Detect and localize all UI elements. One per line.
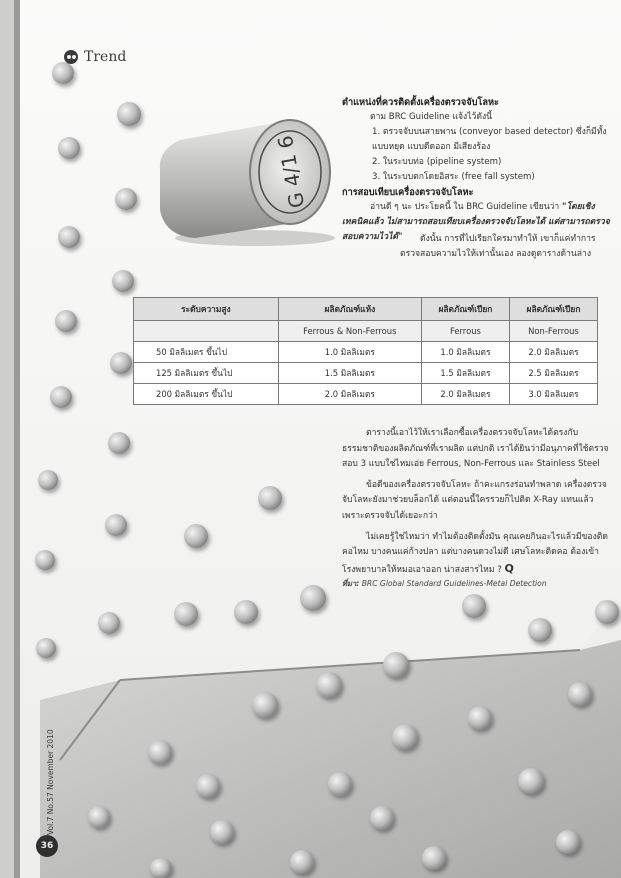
- cork-photo: [150, 110, 350, 250]
- section-label: Trend: [84, 49, 127, 65]
- rivet: [150, 858, 172, 878]
- table-cell: 1.5 มิลลิเมตร: [421, 363, 509, 384]
- source-citation: [342, 578, 547, 590]
- rivet: [595, 600, 619, 624]
- rivet: [422, 846, 446, 870]
- trend-bullet-icon: [64, 50, 78, 64]
- rivet: [148, 740, 172, 764]
- column-header: ระดับความสูง: [134, 298, 279, 321]
- issue-info: Vol.7 No.57 November 2010: [46, 729, 55, 835]
- table-cell: 2.5 มิลลิเมตร: [509, 363, 597, 384]
- table-cell: 50 มิลลิเมตร ขึ้นไป: [134, 342, 279, 363]
- table-row: [134, 342, 598, 363]
- rivet: [105, 514, 127, 536]
- sensitivity-paragraph-wrap: [140, 232, 612, 262]
- rivet: [35, 550, 55, 570]
- body-paragraph: ตารางนี้เอาไว้ให้เราเลือกซื้อเครื่องตรวจจับโลหะได้ตรงกับธรรมชาติของผลิตภัณฑ์ที่เราผลิต แต่ปกติ เราได้ยินว่ามีอนุภาคที่ใช้ตรวจสอบ 3 แบบใช่ไหมเอ่ย Ferrous, Non-Ferrous และ Stainless Steel: [342, 428, 609, 470]
- rivet: [316, 672, 342, 698]
- table-cell: 2.0 มิลลิเมตร: [421, 384, 509, 405]
- heading-installation-positions: ตำแหน่งที่ควรติดตั้งเครื่องตรวจจับโลหะ: [342, 97, 499, 108]
- list-item: 3. ในระบบตกโดยอิสระ (free fall system): [372, 172, 535, 182]
- table-subheader-row: [134, 321, 598, 342]
- heading-calibration: การสอบเทียบเครื่องตรวจจับโลหะ: [342, 187, 474, 198]
- article-column: [342, 95, 612, 245]
- rivet: [112, 270, 134, 292]
- table-row: [134, 363, 598, 384]
- table-cell: 2.0 มิลลิเมตร: [278, 384, 421, 405]
- rivet: [370, 806, 394, 830]
- table-cell: 1.0 มิลลิเมตร: [421, 342, 509, 363]
- calibration-quote: "โดยเชิงเทคนิคแล้ว ไม่สามารถสอบเทียบเครื่องตรวจจับโลหะได้ แต่สามารถตรวจสอบความไวได้": [342, 202, 610, 242]
- rivet: [556, 830, 580, 854]
- list-item: 2. ในระบบท่อ (pipeline system): [372, 157, 502, 167]
- page-number: 36: [36, 835, 58, 857]
- list-item: 1. ตรวจจับบนสายพาน (conveyor based detector) ซึ่งก็มีทั้งแบบหยุด แบบดีดออก มีเสียงร้อง: [372, 127, 607, 152]
- rivet: [290, 850, 314, 874]
- rivet: [115, 188, 137, 210]
- table-cell: Ferrous: [421, 321, 509, 342]
- rivet: [528, 618, 552, 642]
- table-cell: 1.5 มิลลิเมตร: [278, 363, 421, 384]
- table-row: [134, 384, 598, 405]
- body-paragraph: ข้อดีของเครื่องตรวจจับโลหะ ถ้าคะแกรงร่อนทำพลาด เครื่องตรวจจับโลหะยังมาช่วยบล็อกได้ แต่ตอนนี้ใครรวยก็ไปติด X-Ray แทนแล้ว เพราะตรวจจับได้เยอะกว่า: [342, 479, 607, 521]
- body-column: [342, 426, 612, 583]
- section-header: [64, 49, 126, 65]
- rivet: [210, 820, 234, 844]
- body-paragraph-closing: [342, 530, 612, 579]
- column-header: ผลิตภัณฑ์แห้ง: [278, 298, 421, 321]
- rivet: [174, 602, 198, 626]
- rivet: [300, 585, 326, 611]
- rivet: [88, 806, 110, 828]
- rivet: [36, 638, 56, 658]
- rivet: [468, 706, 492, 730]
- rivet: [258, 486, 282, 510]
- table-cell: Non-Ferrous: [509, 321, 597, 342]
- column-header: ผลิตภัณฑ์เปียก: [421, 298, 509, 321]
- table-cell: Ferrous & Non-Ferrous: [278, 321, 421, 342]
- table-cell: 200 มิลลิเมตร ขึ้นไป: [134, 384, 279, 405]
- table-cell: 125 มิลลิเมตร ขึ้นไป: [134, 363, 279, 384]
- table-cell: 1.0 มิลลิเมตร: [278, 342, 421, 363]
- rivet: [392, 724, 418, 750]
- table-cell: 2.0 มิลลิเมตร: [509, 342, 597, 363]
- source-label: ที่มา:: [342, 579, 360, 588]
- table-header-row: [134, 298, 598, 321]
- end-mark-icon: Q: [504, 561, 514, 575]
- guideline-intro: ตาม BRC Guideline แจ้งไว้ดังนี้: [370, 112, 493, 122]
- rivet: [108, 432, 130, 454]
- rivet: [328, 772, 352, 796]
- rivet: [518, 768, 544, 794]
- rivet: [184, 524, 208, 548]
- rivet: [38, 470, 58, 490]
- rivet: [196, 774, 220, 798]
- body-paragraph-text: ไม่เคยรู้ใช่ไหมว่า ทำไมต้องติดตั้งมัน คุณเคยกินอะไรแล้วมีของติดคอไหม บางคนแค่ก้างปลา แต่บางคนดวงไม่ดี เศษโลหะติดคอ ต้องเข้าโรงพยาบาลให้หมอเอาออก น่าสงสารไหม ?: [342, 531, 608, 575]
- rivet: [98, 612, 120, 634]
- sensitivity-table: [133, 297, 598, 405]
- source-text: BRC Global Standard Guidelines-Metal Detection: [359, 579, 547, 588]
- rivet: [234, 600, 258, 624]
- rivet: [117, 102, 141, 126]
- cork-stamp: G 4/1 6: [272, 133, 310, 210]
- rivet: [58, 137, 80, 159]
- sensitivity-paragraph: ดังนั้น การที่ไปเรียกใครมาทำให้ เขาก็แค่ทำการตรวจสอบความไวให้เท่านั้นเอง ลองดูตารางด้านล่าง: [400, 234, 596, 259]
- rivet: [50, 386, 72, 408]
- rivet: [58, 226, 80, 248]
- rivet: [55, 310, 77, 332]
- rivet: [52, 62, 74, 84]
- rivet: [110, 352, 132, 374]
- calibration-text: อ่านดี ๆ นะ ประโยคนี้ ใน BRC Guideline เขียนว่า: [370, 202, 562, 212]
- column-header: ผลิตภัณฑ์เปียก: [509, 298, 597, 321]
- table-cell: [134, 321, 279, 342]
- rivet: [462, 594, 486, 618]
- table-cell: 3.0 มิลลิเมตร: [509, 384, 597, 405]
- rivet: [568, 682, 592, 706]
- rivet: [383, 652, 409, 678]
- rivet: [252, 692, 278, 718]
